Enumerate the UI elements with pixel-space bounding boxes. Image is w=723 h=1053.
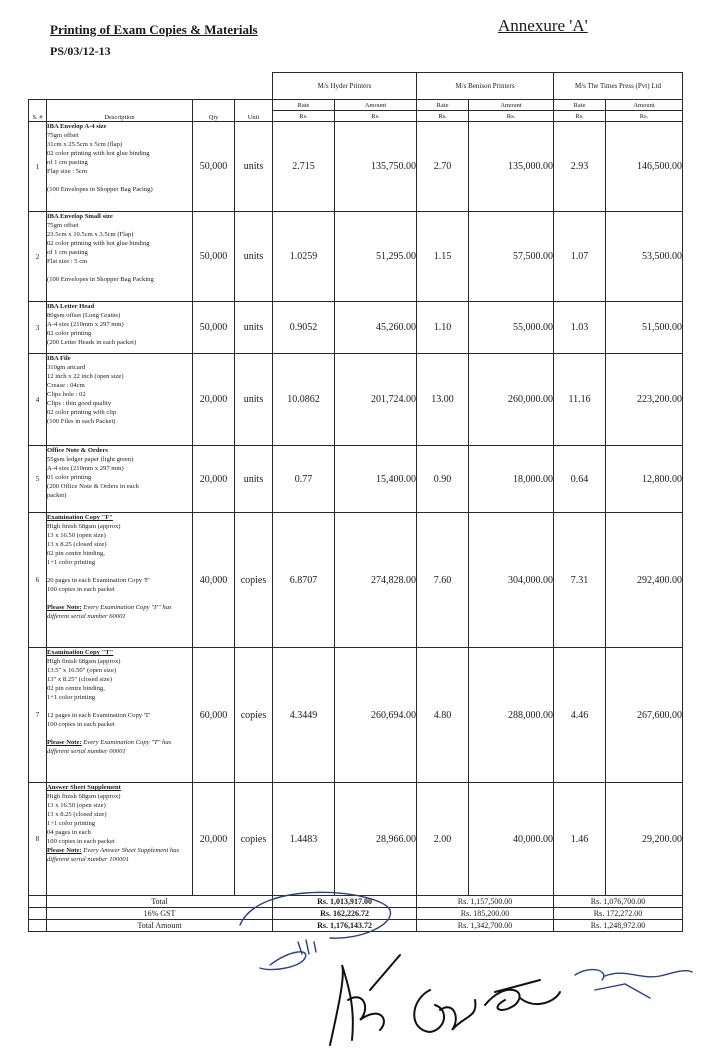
- item-title: Office Note & Orders: [47, 447, 108, 454]
- spec-line: (200 Office Note & Orders in each: [47, 483, 139, 490]
- hyder-rate: 2.715: [273, 122, 335, 212]
- benison-rate: 2.70: [417, 122, 469, 212]
- comparison-table: [28, 72, 683, 932]
- table-row: [29, 783, 683, 896]
- note: [47, 846, 192, 864]
- reference-number: PS/03/12-13: [50, 44, 111, 58]
- vendor-benison-header: M/s Benison Printers: [417, 73, 554, 100]
- item-title: IBA Letter Head: [47, 303, 95, 310]
- col-rate: Rate: [273, 100, 335, 111]
- col-amount: Amount: [469, 100, 554, 111]
- spec-line: 02 color printing with clip: [47, 409, 117, 416]
- totals-label: Total: [47, 896, 273, 908]
- benison-rate: 1.15: [417, 212, 469, 302]
- table-row: [29, 648, 683, 783]
- spec-line: 04 pages in each: [47, 829, 91, 836]
- spec-line: 55gsm ledger paper (light green): [47, 456, 134, 463]
- benison-total: Rs. 1,342,700.00: [417, 920, 554, 932]
- row-unit: units: [235, 354, 273, 446]
- note-text: Every Answer Sheet Supplement has different serial number 100001: [47, 847, 180, 863]
- item-title: IBA Envelop A-4 size: [47, 123, 107, 130]
- row-sn: 6: [29, 513, 47, 648]
- spec-line: 12 pages in each Examination Copy 'T': [47, 712, 151, 719]
- times-amount: 12,800.00: [606, 446, 683, 513]
- times-total: Rs. 1,248,972.00: [554, 920, 683, 932]
- hyder-amount: 51,295.00: [335, 212, 417, 302]
- col-amount: Amount: [606, 100, 683, 111]
- row-unit: copies: [235, 783, 273, 896]
- times-amount: 267,600.00: [606, 648, 683, 783]
- col-rs: Rs.: [335, 111, 417, 122]
- spec-line: 75gm offset: [47, 222, 79, 229]
- spec-line: High finish 68gsm (approx): [47, 523, 121, 530]
- col-sn: S. #: [29, 100, 47, 122]
- col-unit: Unit: [235, 100, 273, 122]
- spec-line: Clips : thin good quality: [47, 400, 112, 407]
- row-sn: 5: [29, 446, 47, 513]
- spec-line: 20 pages in each Examination Copy 'F': [47, 577, 150, 584]
- benison-rate: 1.10: [417, 302, 469, 354]
- spec-line: A-4 size (210mm x 297 mm): [47, 321, 124, 328]
- spec-line: 13" x 8.25" (closed size): [47, 676, 112, 683]
- row-description: [47, 122, 193, 212]
- totals-label: 16% GST: [47, 908, 273, 920]
- spec-line: 100 copies in each packet: [47, 721, 115, 728]
- totals-sn: [29, 908, 47, 920]
- note: [47, 738, 192, 756]
- spec-line: Flat size : 5 cm: [47, 258, 88, 265]
- table-row: [29, 446, 683, 513]
- vendor-hyder-header: M/s Hyder Printers: [273, 73, 417, 100]
- signature-mark: [595, 984, 650, 998]
- row-description: [47, 783, 193, 896]
- row-qty: 50,000: [193, 122, 235, 212]
- spec-line: High finish 68gsm (approx): [47, 793, 121, 800]
- spec-line: [47, 594, 192, 603]
- row-unit: units: [235, 446, 273, 513]
- times-rate: 1.46: [554, 783, 606, 896]
- times-total: Rs. 172,272.00: [554, 908, 683, 920]
- row-qty: 20,000: [193, 446, 235, 513]
- hyder-total: Rs. 1,013,917.00: [273, 896, 417, 908]
- spec-line: (200 Letter Heads in each packet): [47, 339, 137, 346]
- row-sn: 2: [29, 212, 47, 302]
- row-description: [47, 302, 193, 354]
- benison-amount: 260,000.00: [469, 354, 554, 446]
- times-rate: 1.03: [554, 302, 606, 354]
- row-description: [47, 446, 193, 513]
- row-sn: 1: [29, 122, 47, 212]
- hyder-rate: 10.0862: [273, 354, 335, 446]
- row-qty: 20,000: [193, 783, 235, 896]
- hyder-rate: 0.77: [273, 446, 335, 513]
- hyder-total: Rs. 162,226.72: [273, 908, 417, 920]
- spec-line: (100 Files in each Packet): [47, 418, 116, 425]
- header-spacer: [29, 73, 273, 100]
- spec-line: 75gm offset: [47, 132, 79, 139]
- note-label: Please Note:: [47, 604, 82, 611]
- spec-line: 02 color printing with hot glue binding: [47, 150, 150, 157]
- spec-line: [47, 702, 192, 711]
- row-qty: 40,000: [193, 513, 235, 648]
- signature-mark: [414, 990, 475, 1032]
- note-text: Every Examination Copy "T" has different serial number 00001: [47, 739, 172, 755]
- spec-line: 13 x 16.50 (open size): [47, 802, 106, 809]
- spec-line: packet): [47, 492, 67, 499]
- hyder-rate: 6.8707: [273, 513, 335, 648]
- spec-line: 02 pin centre binding,: [47, 685, 105, 692]
- times-rate: 7.31: [554, 513, 606, 648]
- table-body: [29, 122, 683, 896]
- vendor-times-header: M/s The Times Press (Pvt) Ltd: [554, 73, 683, 100]
- row-description: [47, 513, 193, 648]
- table-row: [29, 302, 683, 354]
- hyder-rate: 1.4483: [273, 783, 335, 896]
- spec-line: 02 color printing: [47, 330, 92, 337]
- spec-line: [47, 567, 192, 576]
- col-rate: Rate: [417, 100, 469, 111]
- benison-total: Rs. 1,157,500.00: [417, 896, 554, 908]
- benison-amount: 135,000.00: [469, 122, 554, 212]
- spec-line: 100 copies in each packet: [47, 586, 115, 593]
- spec-line: 12 inch x 22 inch (open size): [47, 373, 124, 380]
- spec-line: 02 pin centre binding,: [47, 550, 105, 557]
- row-qty: 20,000: [193, 354, 235, 446]
- times-amount: 292,400.00: [606, 513, 683, 648]
- spec-line: 1+1 color printing: [47, 820, 96, 827]
- signature-mark: [575, 970, 692, 980]
- times-amount: 146,500.00: [606, 122, 683, 212]
- hyder-total: Rs. 1,176,143.72: [273, 920, 417, 932]
- benison-amount: 55,000.00: [469, 302, 554, 354]
- benison-amount: 57,500.00: [469, 212, 554, 302]
- item-title: IBA Envelop Small size: [47, 213, 113, 220]
- times-rate: 11.16: [554, 354, 606, 446]
- times-rate: 2.93: [554, 122, 606, 212]
- spec-line: 80gsm offset (Long Grains): [47, 312, 121, 319]
- hyder-rate: 0.9052: [273, 302, 335, 354]
- benison-rate: 13.00: [417, 354, 469, 446]
- spec-line: 13 x 8.25 (closed size): [47, 541, 107, 548]
- times-rate: 4.46: [554, 648, 606, 783]
- spec-line: 02 color printing with hot glue binding: [47, 240, 150, 247]
- hyder-amount: 15,400.00: [335, 446, 417, 513]
- spec-line: 1+1 color printing: [47, 694, 96, 701]
- spec-line: High finish 68gsm (approx): [47, 658, 121, 665]
- spec-line: Flap size : 5cm: [47, 168, 88, 175]
- spec-line: 13 x 8.25 (closed size): [47, 811, 107, 818]
- totals-sn: [29, 896, 47, 908]
- times-rate: 0.64: [554, 446, 606, 513]
- signature-mark: [260, 952, 306, 970]
- note: [47, 603, 192, 621]
- item-title: Examination Copy "T": [47, 649, 114, 656]
- hyder-amount: 45,260.00: [335, 302, 417, 354]
- col-rate: Rate: [554, 100, 606, 111]
- document-title: Printing of Exam Copies & Materials: [50, 22, 258, 37]
- spec-line: (100 Envelopes in Shopper Bag Pacing): [47, 186, 153, 193]
- benison-rate: 4.80: [417, 648, 469, 783]
- table-row: [29, 513, 683, 648]
- spec-line: 1+1 color printing: [47, 559, 96, 566]
- row-qty: 60,000: [193, 648, 235, 783]
- note-label: Please Note:: [47, 739, 82, 746]
- benison-rate: 2.00: [417, 783, 469, 896]
- times-total: Rs. 1,076,700.00: [554, 896, 683, 908]
- row-unit: units: [235, 212, 273, 302]
- col-rs: Rs.: [469, 111, 554, 122]
- times-amount: 53,500.00: [606, 212, 683, 302]
- hyder-amount: 260,694.00: [335, 648, 417, 783]
- item-title: Answer Sheet Supplement: [47, 784, 121, 791]
- hyder-amount: 28,966.00: [335, 783, 417, 896]
- col-rs: Rs.: [554, 111, 606, 122]
- col-rs: Rs.: [273, 111, 335, 122]
- spec-line: [47, 266, 192, 275]
- signatures: [230, 880, 710, 1050]
- times-amount: 223,200.00: [606, 354, 683, 446]
- spec-line: [47, 729, 192, 738]
- col-amount: Amount: [335, 100, 417, 111]
- spec-line: 01 color printing: [47, 474, 92, 481]
- spec-line: Clips hole : 02: [47, 391, 86, 398]
- times-rate: 1.07: [554, 212, 606, 302]
- table-row: [29, 122, 683, 212]
- spec-line: (100 Envelopes in Shopper Bag Packing: [47, 276, 154, 283]
- signature-mark: [298, 940, 316, 954]
- spec-line: A-4 size (210mm x 297 mm): [47, 465, 124, 472]
- col-description: Description: [47, 100, 193, 122]
- row-unit: copies: [235, 513, 273, 648]
- spec-line: 310gm artcard: [47, 364, 86, 371]
- spec-line: of 1 cm pasting: [47, 249, 88, 256]
- benison-rate: 0.90: [417, 446, 469, 513]
- spec-line: 31cm x 25.5cm x 5cm (flap): [47, 141, 123, 148]
- row-unit: copies: [235, 648, 273, 783]
- times-amount: 29,200.00: [606, 783, 683, 896]
- row-description: [47, 648, 193, 783]
- col-qty: Qty: [193, 100, 235, 122]
- spec-line: 13.5" x 16.50" (open size): [47, 667, 117, 674]
- row-sn: 4: [29, 354, 47, 446]
- row-qty: 50,000: [193, 302, 235, 354]
- row-description: [47, 212, 193, 302]
- row-sn: 7: [29, 648, 47, 783]
- benison-amount: 304,000.00: [469, 513, 554, 648]
- spec-line: 13 x 16.50 (open size): [47, 532, 106, 539]
- spec-line: of 1 cm pasting: [47, 159, 88, 166]
- row-sn: 8: [29, 783, 47, 896]
- totals-label: Total Amount: [47, 920, 273, 932]
- spec-line: Crease : 04cm: [47, 382, 85, 389]
- row-description: [47, 354, 193, 446]
- signature-mark: [240, 892, 390, 938]
- hyder-rate: 4.3449: [273, 648, 335, 783]
- benison-amount: 40,000.00: [469, 783, 554, 896]
- times-amount: 51,500.00: [606, 302, 683, 354]
- row-unit: units: [235, 122, 273, 212]
- annexure-label: Annexure 'A': [498, 16, 588, 35]
- totals-sn: [29, 920, 47, 932]
- note-text: Every Examination Copy "F" has different serial number 60001: [47, 604, 172, 620]
- col-rs: Rs.: [417, 111, 469, 122]
- table-row: [29, 212, 683, 302]
- benison-amount: 288,000.00: [469, 648, 554, 783]
- benison-rate: 7.60: [417, 513, 469, 648]
- spec-line: [47, 176, 192, 185]
- note-label: Please Note:: [47, 847, 82, 854]
- col-rs: Rs.: [606, 111, 683, 122]
- signature-mark: [485, 980, 560, 1010]
- spec-line: 100 copies in each packet: [47, 838, 115, 845]
- row-unit: units: [235, 302, 273, 354]
- row-sn: 3: [29, 302, 47, 354]
- benison-amount: 18,000.00: [469, 446, 554, 513]
- spec-line: 23.5cm x 10.5cm x 3.5cm (Flap): [47, 231, 134, 238]
- table-row: [29, 354, 683, 446]
- row-qty: 50,000: [193, 212, 235, 302]
- item-title: Examination Copy "F": [47, 514, 113, 521]
- hyder-rate: 1.0259: [273, 212, 335, 302]
- hyder-amount: 201,724.00: [335, 354, 417, 446]
- signature-mark: [330, 955, 400, 1045]
- hyder-amount: 274,828.00: [335, 513, 417, 648]
- hyder-amount: 135,750.00: [335, 122, 417, 212]
- item-title: IBA File: [47, 355, 71, 362]
- benison-total: Rs. 185,200.00: [417, 908, 554, 920]
